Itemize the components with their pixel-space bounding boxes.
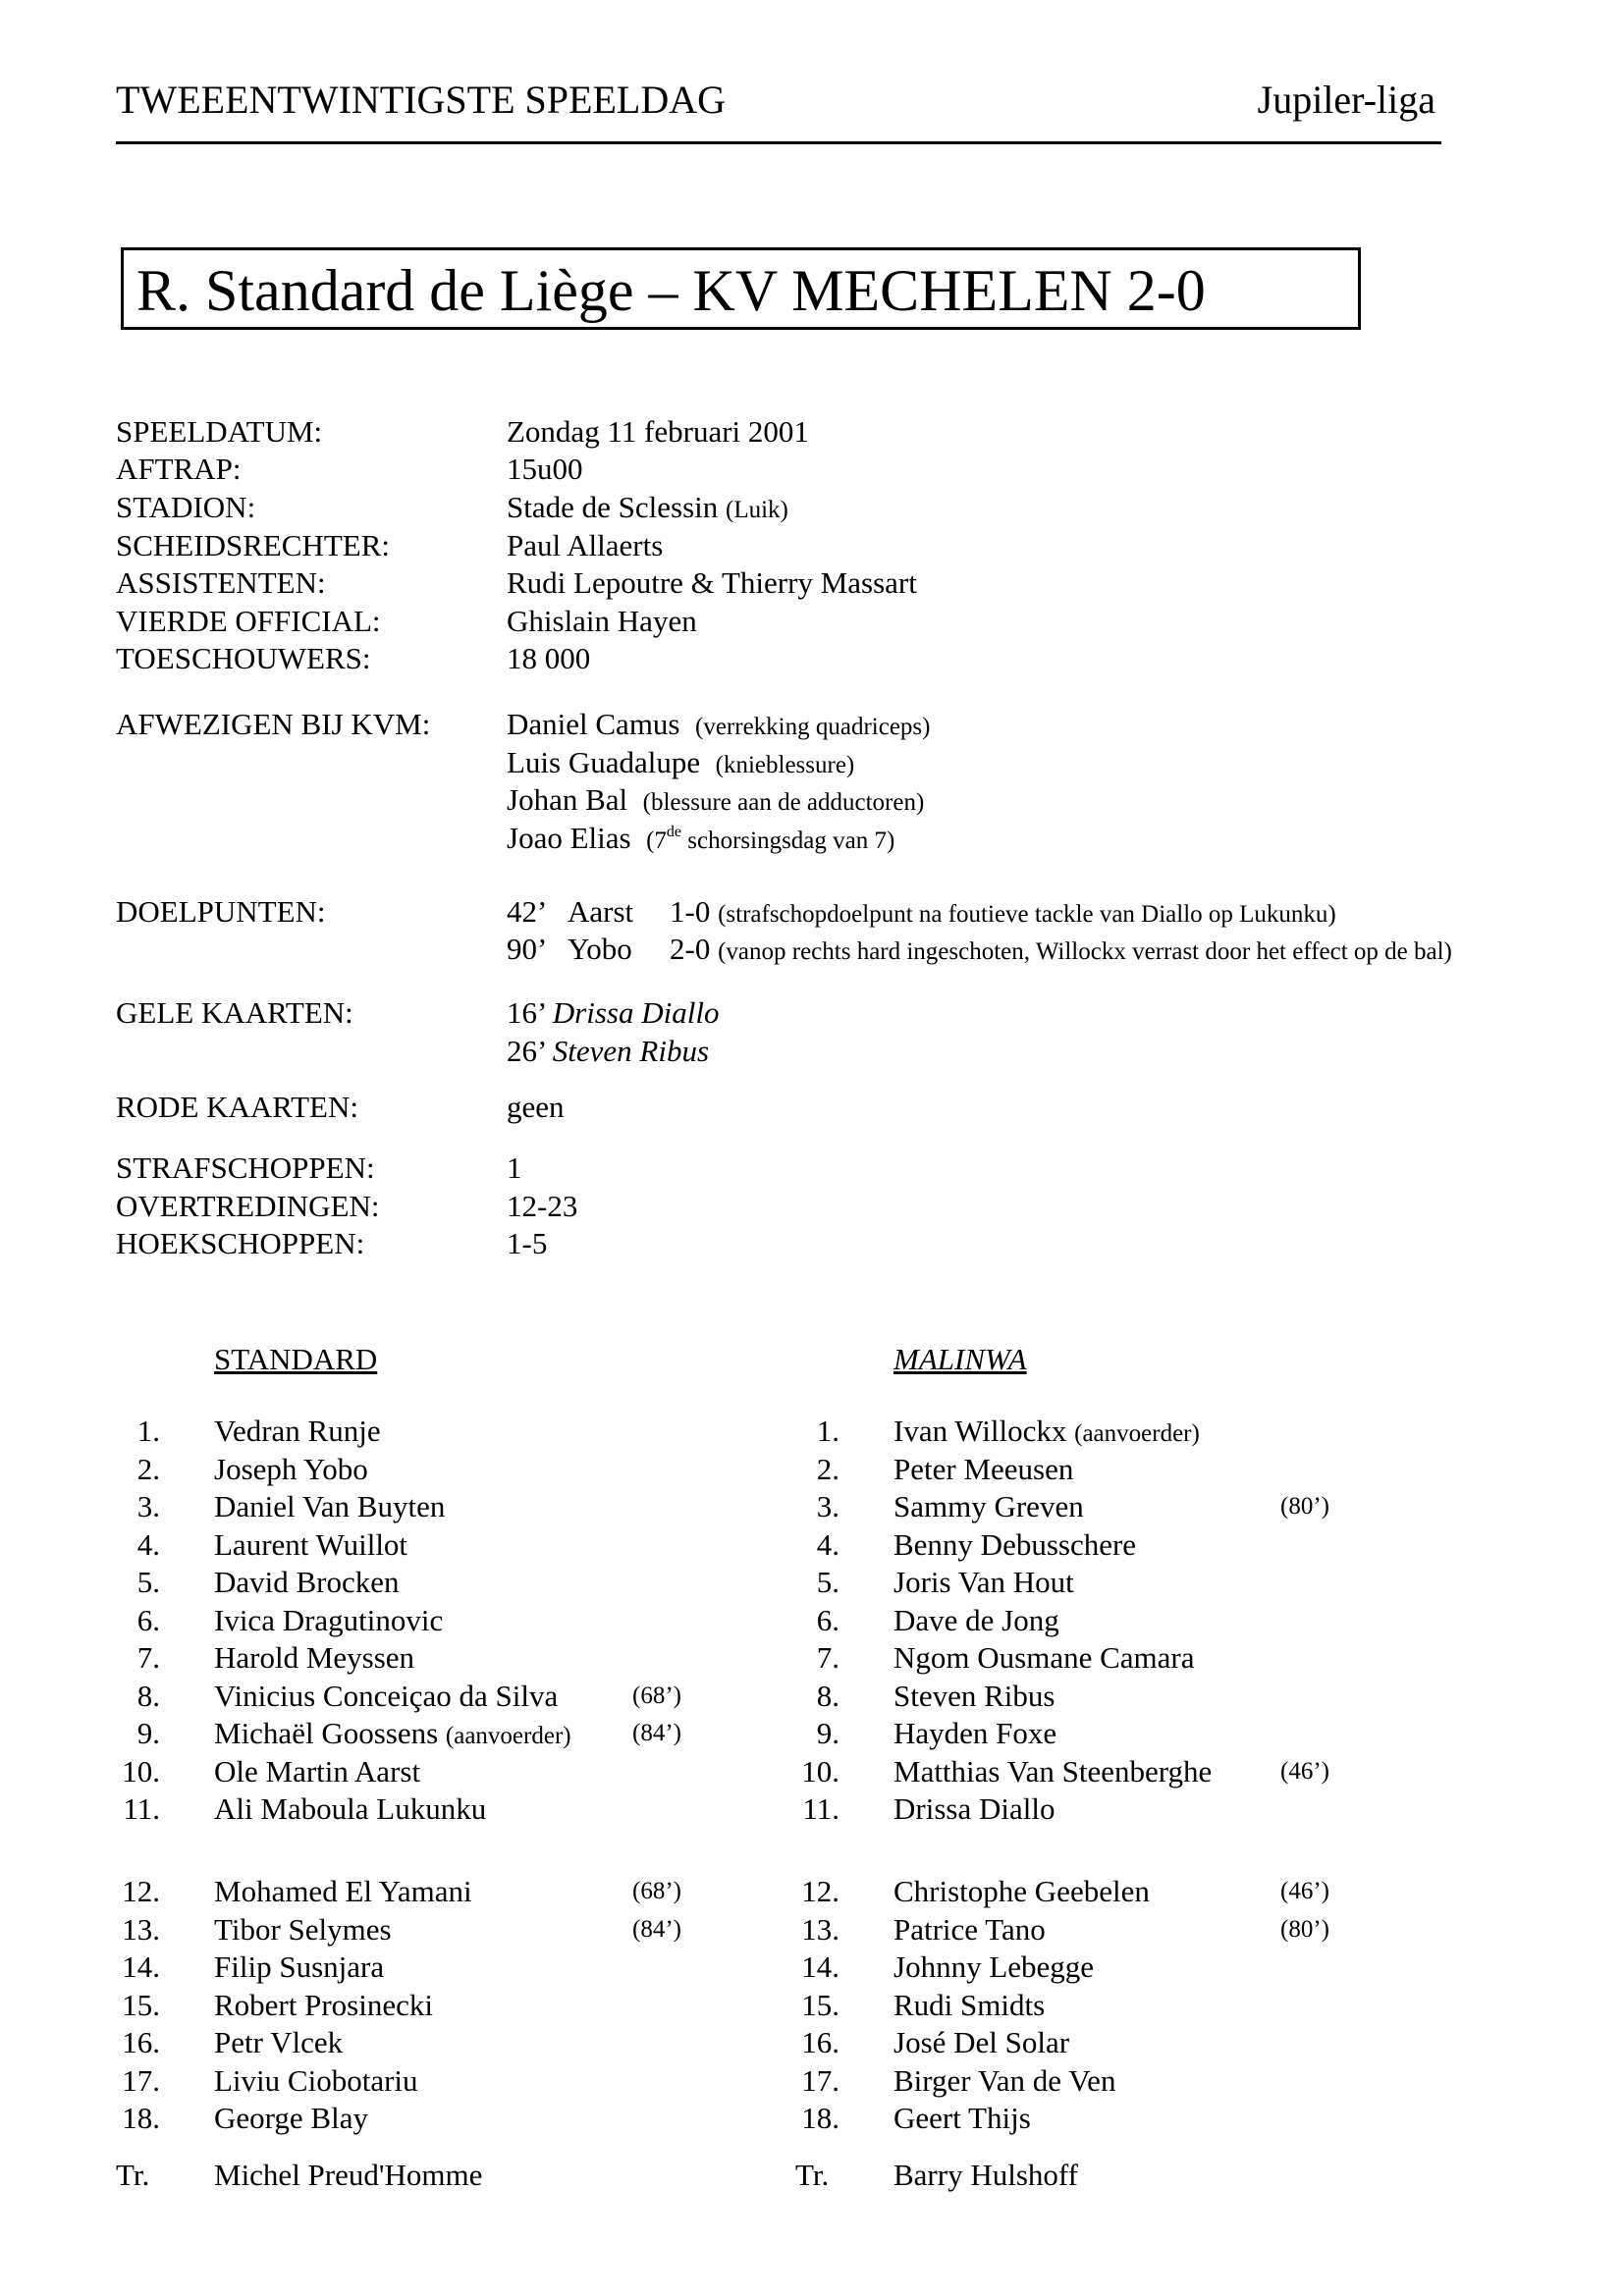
player-number: 8. — [136, 1678, 160, 1713]
player-name: Mohamed El Yamani — [214, 1874, 472, 1908]
player-number: 16. — [801, 2025, 839, 2059]
team-header-malinwa: MALINWA — [893, 1342, 1027, 1376]
player-number: 11. — [802, 1791, 839, 1826]
info-value-assistants: Rudi Lepoutre & Thierry Massart — [507, 565, 917, 600]
player-name-wrap — [214, 1640, 414, 1676]
stadium-name: Stade de Sclessin — [507, 490, 719, 524]
player-name: Petr Vlcek — [214, 2025, 344, 2059]
absentee-item — [507, 821, 894, 856]
ordinal-suffix: de — [666, 824, 681, 840]
coach-label: Tr. — [795, 2158, 830, 2192]
player-number: 7. — [136, 1640, 160, 1675]
stat-label-corners: HOEKSCHOPPEN: — [116, 1226, 365, 1260]
info-label-stadium: STADION: — [116, 490, 256, 524]
substitution-minute: (80’) — [1280, 1915, 1329, 1943]
player-number: 14. — [801, 1949, 839, 1984]
substitution-minute: (84’) — [632, 1720, 681, 1746]
player-name: Johnny Lebegge — [893, 1949, 1095, 1984]
goal-scorer: Yobo — [568, 932, 632, 966]
match-title: R. Standard de Liège – KV MECHELEN 2-0 — [136, 258, 1206, 323]
player-name-wrap — [214, 1754, 420, 1789]
player-number: 7. — [816, 1640, 839, 1675]
player-number: 1. — [816, 1414, 839, 1448]
player-name-wrap — [893, 1679, 1055, 1714]
player-name-wrap — [214, 1988, 433, 2023]
info-value-fourth-official: Ghislain Hayen — [507, 604, 697, 638]
info-value-attendance: 18 000 — [507, 641, 591, 675]
goal-item — [507, 932, 1452, 967]
header-competition-day: TWEEENTWINTIGSTE SPEELDAG — [116, 78, 726, 122]
player-number: 12. — [801, 1874, 839, 1908]
player-name-wrap — [893, 1988, 1045, 2023]
absentee-item — [507, 707, 930, 742]
info-label-referee: SCHEIDSRECHTER: — [116, 528, 391, 562]
player-name: Vedran Runje — [214, 1414, 381, 1448]
player-name: Liviu Ciobotariu — [214, 2062, 418, 2098]
player-name: José Del Solar — [893, 2025, 1070, 2059]
player-name-wrap — [214, 1791, 486, 1827]
absentee-item — [507, 782, 924, 818]
stat-value-fouls: 12-23 — [507, 1189, 578, 1223]
stadium-city: (Luik) — [726, 497, 788, 523]
player-name: Ivica Dragutinovic — [214, 1602, 444, 1637]
goal-item — [507, 894, 1336, 930]
stat-label-fouls: OVERTREDINGEN: — [116, 1189, 380, 1223]
captain-note: (aanvoerder) — [1074, 1420, 1200, 1447]
info-label-date: SPEELDATUM: — [116, 414, 323, 449]
player-name-wrap — [893, 1452, 1073, 1487]
player-number: 10. — [801, 1753, 839, 1789]
player-number: 4. — [816, 1526, 839, 1562]
header-league: Jupiler-liga — [1257, 78, 1435, 122]
player-name-wrap — [893, 1949, 1094, 1985]
player-name: David Brocken — [214, 1565, 400, 1599]
substitution-minute: (46’) — [1280, 1878, 1329, 1904]
player-name: Ngom Ousmane Camara — [893, 1640, 1195, 1675]
player-name-wrap — [893, 2025, 1069, 2060]
card-minute: 26’ — [507, 1034, 546, 1068]
player-name-wrap — [893, 1603, 1059, 1638]
player-name: Laurent Wuillot — [214, 1526, 408, 1562]
card-player: Steven Ribus — [552, 1034, 710, 1068]
player-name: Patrice Tano — [893, 1911, 1046, 1947]
player-number: 16. — [122, 2025, 160, 2059]
info-value-date: Zondag 11 februari 2001 — [507, 414, 809, 449]
player-name: Daniel Van Buyten — [214, 1489, 446, 1523]
substitution-minute: (68’) — [632, 1878, 681, 1904]
goal-score-value: 1-0 — [670, 894, 711, 929]
absentees-label: AFWEZIGEN BIJ KVM: — [116, 707, 431, 741]
player-name-wrap — [214, 1565, 400, 1600]
player-number: 14. — [122, 1949, 160, 1984]
player-number: 15. — [801, 1987, 839, 2022]
match-title-box — [121, 247, 1361, 330]
stat-value-penalties: 1 — [507, 1150, 522, 1185]
player-name-wrap — [214, 1452, 368, 1487]
player-number: 12. — [122, 1874, 160, 1908]
player-number: 6. — [136, 1602, 160, 1637]
player-name: Filip Susnjara — [214, 1949, 385, 1984]
player-number: 9. — [816, 1716, 839, 1750]
player-name-wrap — [893, 2063, 1115, 2099]
player-number: 8. — [816, 1678, 839, 1713]
absentee-name: Joao Elias — [507, 821, 631, 855]
player-number: 18. — [801, 2101, 839, 2135]
player-name: Benny Debusschere — [893, 1526, 1137, 1562]
player-name: Geert Thijs — [893, 2101, 1031, 2135]
yellow-card-item — [507, 1034, 709, 1069]
header-rule — [116, 141, 1441, 144]
absentee-reason — [646, 824, 895, 854]
player-name: Joseph Yobo — [214, 1451, 368, 1486]
coach-name: Michel Preud'Homme — [214, 2158, 483, 2192]
coach-label: Tr. — [116, 2158, 150, 2192]
player-name: Dave de Jong — [893, 1602, 1059, 1637]
player-name-wrap — [214, 2025, 343, 2060]
info-label-kickoff: AFTRAP: — [116, 452, 242, 486]
absentee-reason: (knieblessure) — [715, 752, 855, 778]
player-number: 3. — [816, 1489, 839, 1523]
player-number: 6. — [816, 1602, 839, 1637]
player-name: Matthias Van Steenberghe — [893, 1753, 1213, 1789]
player-number: 5. — [136, 1565, 160, 1599]
substitution-minute: (84’) — [632, 1915, 681, 1943]
player-number: 13. — [801, 1911, 839, 1947]
absentee-name: Johan Bal — [507, 782, 628, 817]
player-name-wrap — [893, 1527, 1136, 1563]
goal-note: (vanop rechts hard ingeschoten, Willockx verrast door het effect op de bal) — [718, 938, 1452, 965]
yellow-card-item — [507, 995, 719, 1031]
player-name: Joris Van Hout — [893, 1565, 1074, 1599]
goal-score — [670, 932, 1452, 967]
goal-score-value: 2-0 — [670, 932, 711, 966]
player-name: Hayden Foxe — [893, 1716, 1057, 1750]
player-name-wrap — [214, 1874, 472, 1909]
player-number: 2. — [136, 1451, 160, 1486]
player-name-wrap — [893, 1791, 1055, 1827]
player-name: Steven Ribus — [893, 1678, 1056, 1713]
card-player: Drissa Diallo — [552, 995, 720, 1030]
goal-minute: 90’ — [507, 932, 548, 966]
player-name-wrap — [893, 1912, 1046, 1948]
reason-part: (7 — [646, 828, 667, 854]
player-number: 18. — [122, 2101, 160, 2135]
player-name: Ivan Willockx — [893, 1414, 1067, 1448]
absentee-reason: (verrekking quadriceps) — [695, 714, 931, 740]
absentee-name: Daniel Camus — [507, 707, 680, 741]
player-number: 9. — [136, 1716, 160, 1750]
player-name-wrap — [214, 1679, 558, 1714]
player-name: Ole Martin Aarst — [214, 1753, 421, 1789]
player-name-wrap — [214, 1489, 445, 1524]
player-number: 4. — [136, 1526, 160, 1562]
player-name: Michaël Goossens — [214, 1716, 439, 1750]
yellow-cards-label: GELE KAARTEN: — [116, 995, 353, 1030]
red-cards-value: geen — [507, 1090, 565, 1124]
player-name: George Blay — [214, 2101, 368, 2135]
goal-score — [670, 894, 1336, 930]
goal-scorer: Aarst — [568, 894, 634, 929]
player-number: 10. — [122, 1753, 160, 1789]
reason-part: schorsingsdag van 7) — [681, 828, 895, 854]
player-name-wrap — [893, 1716, 1056, 1751]
goals-label: DOELPUNTEN: — [116, 894, 326, 929]
substitution-minute: (80’) — [1280, 1493, 1329, 1520]
player-name-wrap — [214, 2063, 418, 2099]
player-name-wrap — [893, 2101, 1031, 2136]
player-name-wrap — [893, 1414, 1200, 1449]
info-label-assistants: ASSISTENTEN: — [116, 565, 326, 600]
captain-note: (aanvoerder) — [445, 1723, 571, 1749]
goal-note: (strafschopdoelpunt na foutieve tackle van Diallo op Lukunku) — [718, 901, 1336, 928]
absentee-name: Luis Guadalupe — [507, 745, 701, 779]
info-value-stadium — [507, 490, 788, 525]
player-name-wrap — [214, 1414, 381, 1449]
player-name-wrap — [214, 1527, 407, 1563]
player-name: Christophe Geebelen — [893, 1874, 1150, 1908]
team-header-standard: STANDARD — [214, 1342, 378, 1376]
player-name: Robert Prosinecki — [214, 1987, 433, 2022]
substitution-minute: (46’) — [1280, 1757, 1329, 1785]
player-number: 17. — [122, 2062, 160, 2098]
stat-label-penalties: STRAFSCHOPPEN: — [116, 1150, 375, 1185]
card-minute: 16’ — [507, 995, 546, 1030]
player-number: 1. — [136, 1414, 160, 1448]
red-cards-label: RODE KAARTEN: — [116, 1090, 358, 1124]
player-number: 2. — [816, 1451, 839, 1486]
substitution-minute: (68’) — [632, 1682, 681, 1709]
absentee-reason: (blessure aan de adductoren) — [642, 789, 925, 816]
player-name: Ali Maboula Lukunku — [214, 1791, 487, 1826]
player-number: 13. — [122, 1911, 160, 1947]
player-name-wrap — [893, 1640, 1194, 1676]
player-name: Sammy Greven — [893, 1489, 1084, 1523]
player-name-wrap — [893, 1754, 1212, 1789]
player-name-wrap — [893, 1874, 1150, 1909]
info-value-kickoff: 15u00 — [507, 452, 583, 486]
goal-minute: 42’ — [507, 894, 548, 929]
info-label-attendance: TOESCHOUWERS: — [116, 641, 371, 675]
info-value-referee: Paul Allaerts — [507, 528, 664, 562]
player-name-wrap — [214, 2101, 368, 2136]
player-name-wrap — [893, 1489, 1084, 1524]
info-label-fourth-official: VIERDE OFFICIAL: — [116, 604, 381, 638]
player-name: Birger Van de Ven — [893, 2062, 1116, 2098]
player-name: Vinicius Conceiçao da Silva — [214, 1678, 559, 1713]
player-name: Drissa Diallo — [893, 1791, 1056, 1826]
player-number: 5. — [816, 1565, 839, 1599]
coach-name: Barry Hulshoff — [893, 2158, 1078, 2192]
player-name-wrap — [214, 1716, 571, 1751]
player-number: 3. — [136, 1489, 160, 1523]
player-name: Tibor Selymes — [214, 1911, 392, 1947]
stat-value-corners: 1-5 — [507, 1226, 548, 1260]
player-name: Rudi Smidts — [893, 1987, 1046, 2022]
player-name-wrap — [214, 1949, 384, 1985]
absentee-item — [507, 745, 854, 780]
player-name: Harold Meyssen — [214, 1640, 415, 1675]
player-number: 15. — [122, 1987, 160, 2022]
player-number: 11. — [123, 1791, 160, 1826]
player-number: 17. — [801, 2062, 839, 2098]
player-name-wrap — [893, 1565, 1074, 1600]
player-name-wrap — [214, 1603, 443, 1638]
player-name: Peter Meeusen — [893, 1451, 1074, 1486]
player-name-wrap — [214, 1912, 392, 1948]
